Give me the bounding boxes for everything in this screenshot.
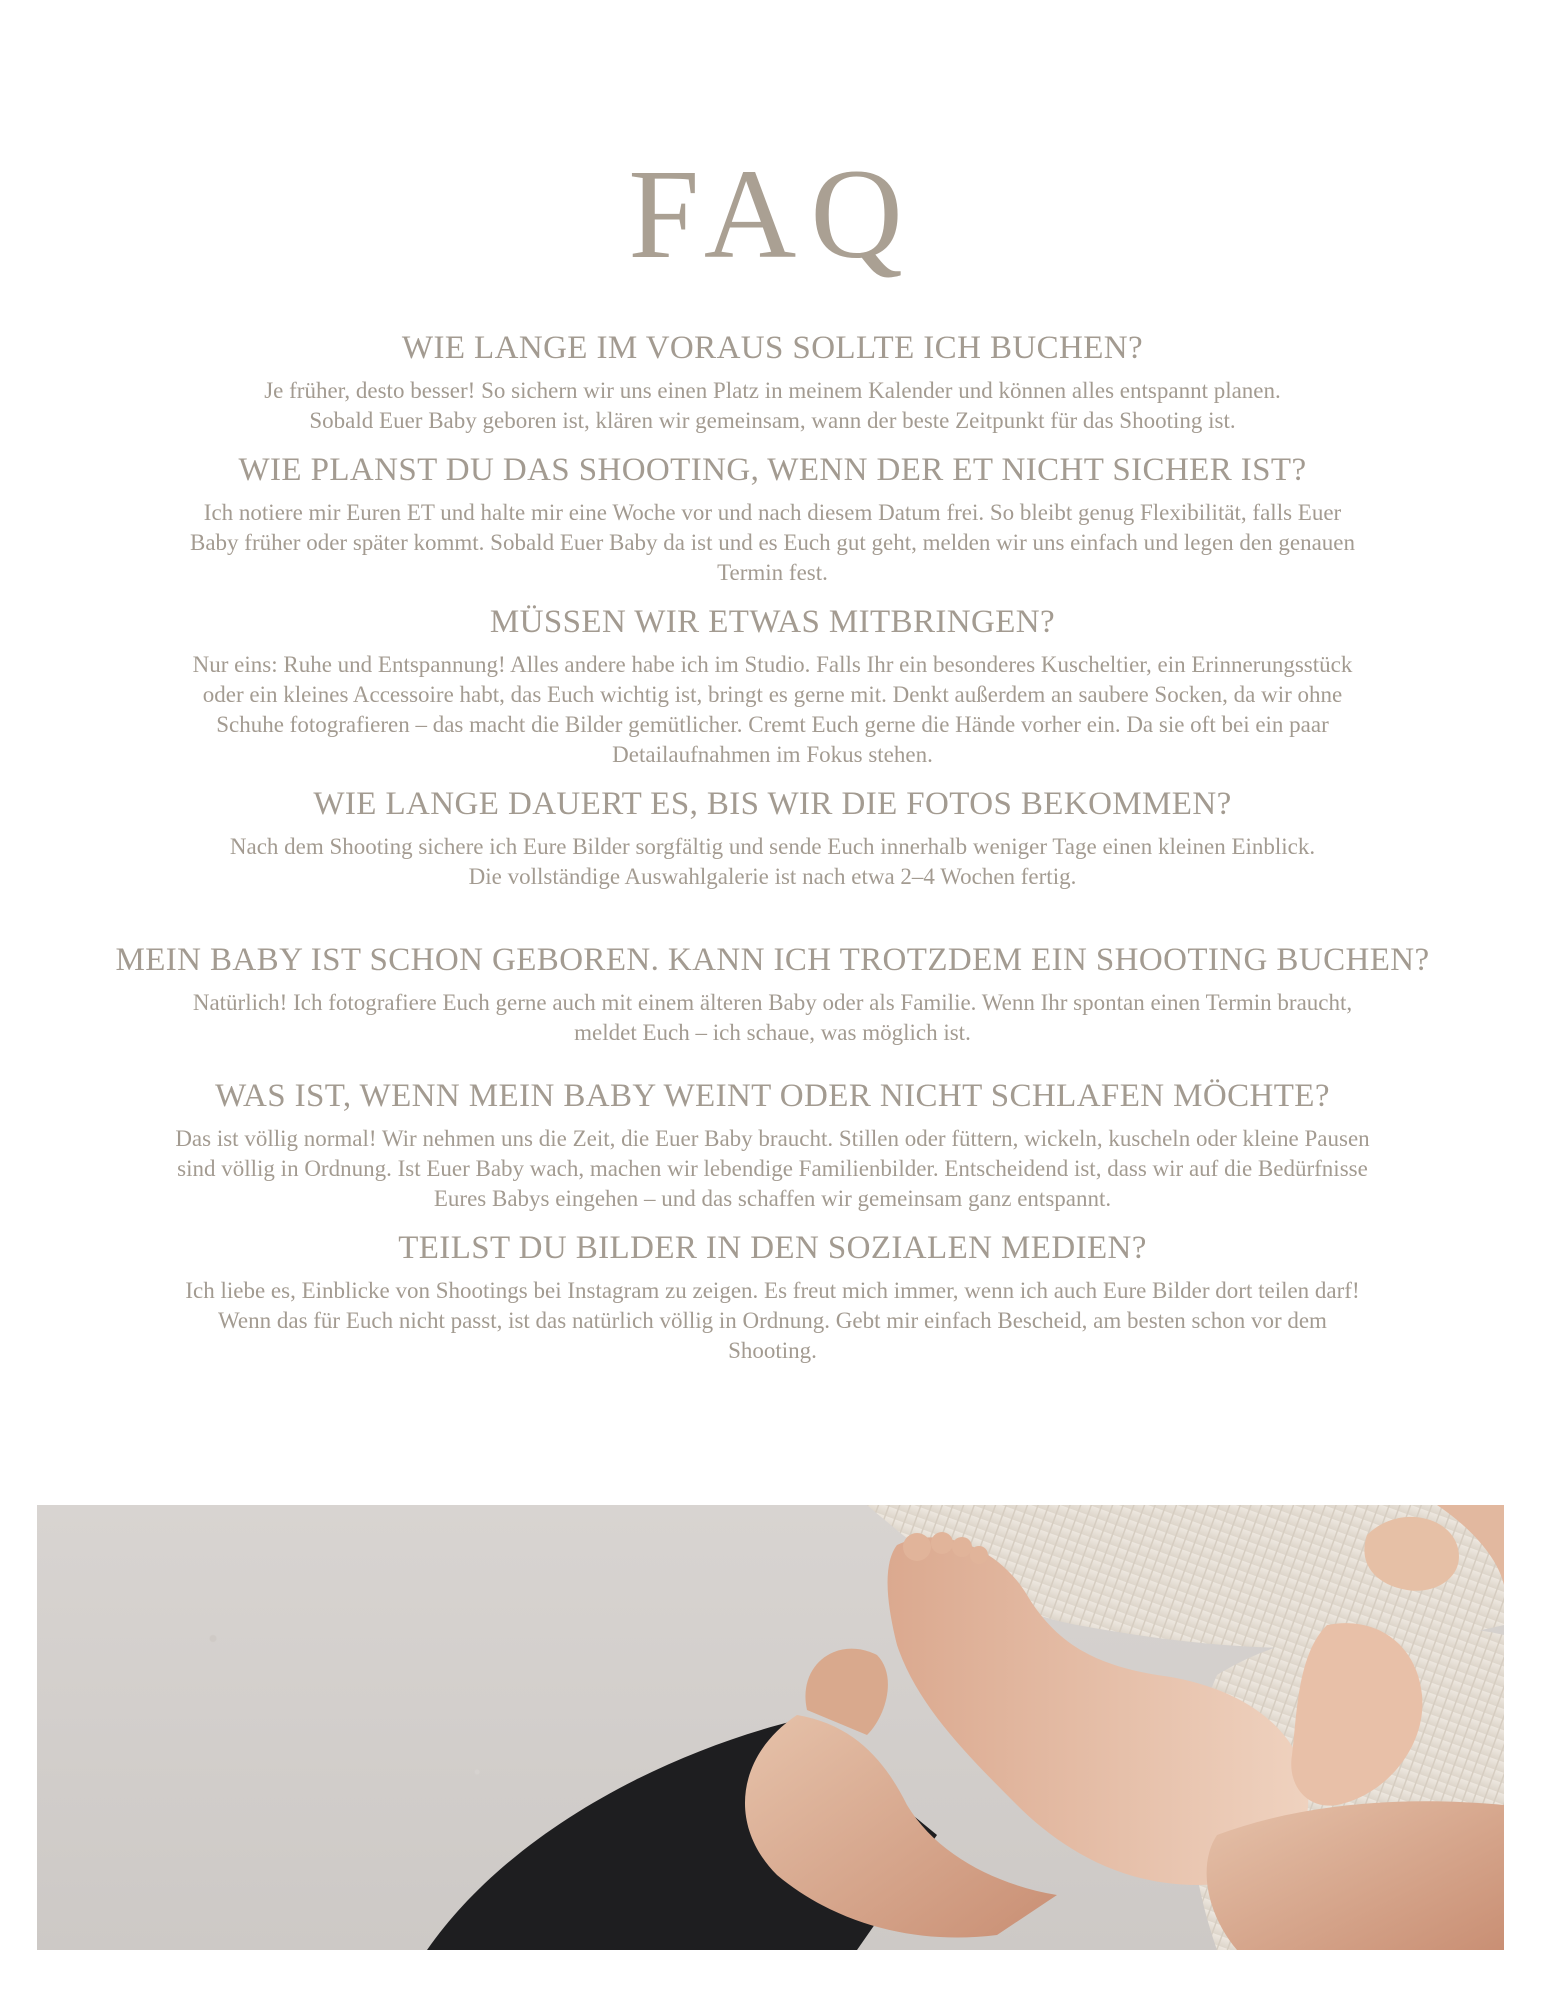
faq-answer: Das ist völlig normal! Wir nehmen uns die Zeit, die Euer Baby braucht. Stillen oder füttern, wickeln, kuscheln oder kleine Pausen sind völlig in Ordnung. Ist Euer Baby wach, machen wir lebendige Familienbilder. Entscheidend ist, dass wir auf die Bedürfnisse Eures Babys eingehen – und das schaffen wir gemeinsam ganz entspannt. — [175, 1126, 1370, 1211]
faq-question: MEIN BABY IST SCHON GEBOREN. KANN ICH TROTZDEM EIN SHOOTING BUCHEN? — [115, 942, 1430, 978]
faq-item — [30, 1228, 1515, 1366]
baby-feet-photo — [37, 1505, 1504, 1950]
faq-question: WIE PLANST DU DAS SHOOTING, WENN DER ET NICHT SICHER IST? — [238, 452, 1307, 488]
faq-question: MÜSSEN WIR ETWAS MITBRINGEN? — [489, 604, 1056, 640]
faq-item — [30, 784, 1515, 892]
faq-item — [30, 328, 1515, 436]
faq-answer: Je früher, desto besser! So sichern wir uns einen Platz in meinem Kalender und können alles entspannt planen. Sobald Euer Baby geboren ist, klären wir gemeinsam, wann der beste Zeitpunkt für das Shooting ist. — [264, 378, 1281, 433]
faq-item — [30, 450, 1515, 588]
faq-question: WIE LANGE DAUERT ES, BIS WIR DIE FOTOS BEKOMMEN? — [313, 786, 1232, 822]
faq-answer: Natürlich! Ich fotografiere Euch gerne auch mit einem älteren Baby oder als Familie. Wenn Ihr spontan einen Termin braucht, meldet Euch – ich schaue, was möglich ist. — [192, 990, 1353, 1045]
page-title: FAQ — [628, 143, 917, 285]
faq-answer: Ich notiere mir Euren ET und halte mir eine Woche vor und nach diesem Datum frei. So bleibt genug Flexibilität, falls Euer Baby früher oder später kommt. Sobald Euer Baby da ist und es Euch gut geht, melden wir uns einfach und legen den genauen Termin fest. — [189, 500, 1355, 585]
faq-answer: Nach dem Shooting sichere ich Eure Bilder sorgfältig und sende Euch innerhalb weniger Tage einen kleinen Einblick. Die vollständige Auswahlgalerie ist nach etwa 2–4 Wochen fertig. — [229, 834, 1316, 889]
faq-item — [30, 602, 1515, 770]
faq-question: WIE LANGE IM VORAUS SOLLTE ICH BUCHEN? — [401, 330, 1144, 366]
faq-answer: Nur eins: Ruhe und Entspannung! Alles andere habe ich im Studio. Falls Ihr ein besonderes Kuscheltier, ein Erinnerungsstück oder ein kleines Accessoire habt, das Euch wichtig ist, bringt es gerne mit. Denkt außerdem an saubere Socken, da wir ohne Schuhe fotografieren – das macht die Bilder gemütlicher. Cremt Euch gerne die Hände vorher ein. Da sie oft bei ein paar Detailaufnahmen im Fokus stehen. — [192, 652, 1353, 767]
faq-item — [30, 1076, 1515, 1214]
faq-question: TEILST DU BILDER IN DEN SOZIALEN MEDIEN? — [398, 1230, 1147, 1266]
faq-list — [30, 328, 1515, 1366]
photo-illustration — [37, 1505, 1504, 1950]
faq-answer: Ich liebe es, Einblicke von Shootings bei Instagram zu zeigen. Es freut mich immer, wenn ich auch Eure Bilder dort teilen darf! Wenn das für Euch nicht passt, ist das natürlich völlig in Ordnung. Gebt mir einfach Bescheid, am besten schon vor dem Shooting. — [185, 1278, 1360, 1363]
faq-question: WAS IST, WENN MEIN BABY WEINT ODER NICHT SCHLAFEN MÖCHTE? — [215, 1078, 1330, 1114]
faq-item — [30, 940, 1515, 1048]
